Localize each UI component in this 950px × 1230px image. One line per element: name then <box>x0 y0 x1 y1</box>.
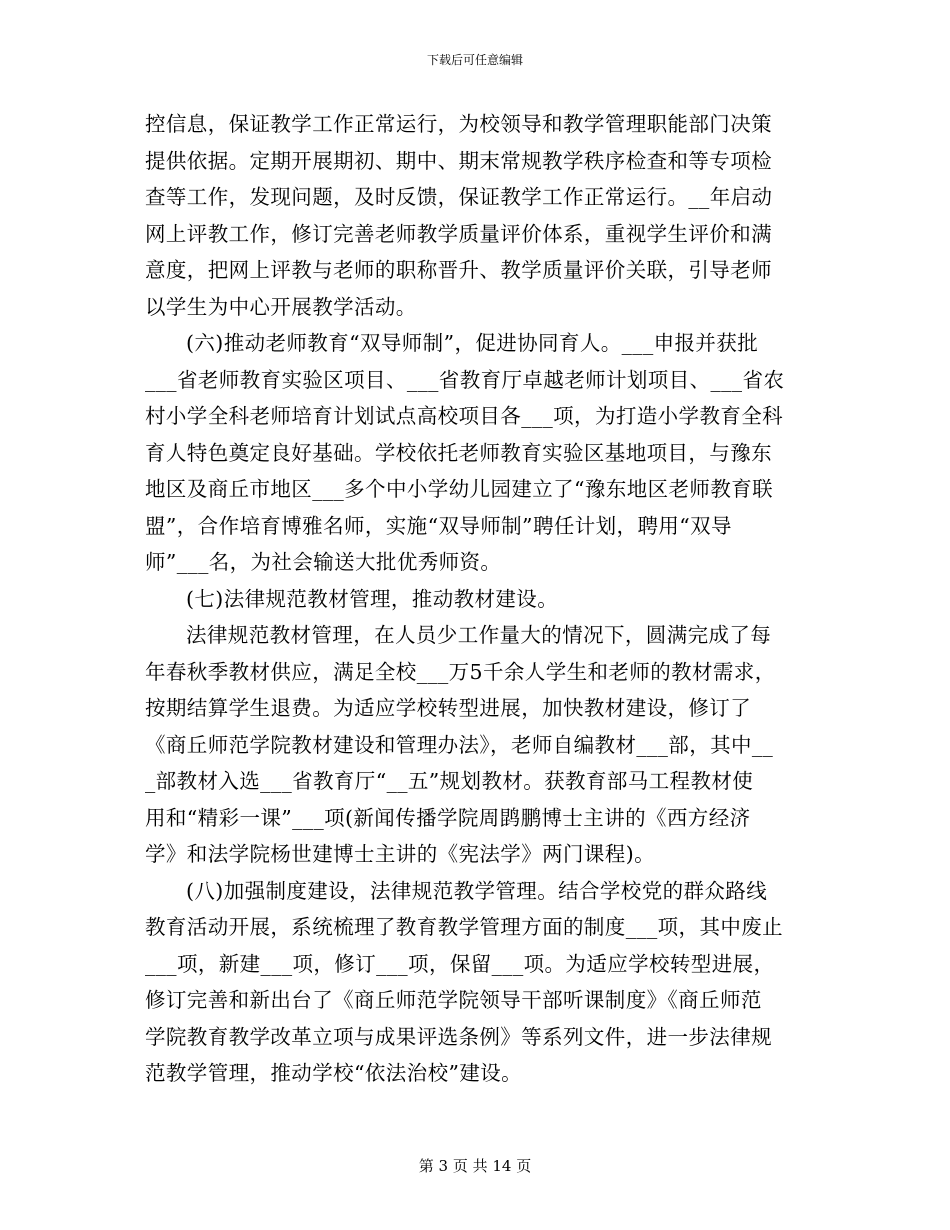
body-line: 《商丘师范学院教材建设和管理办法》，老师自编教材___部，其中__ <box>145 732 774 757</box>
body-line: 地区及商丘市地区___多个中小学幼儿园建立了“豫东地区老师教育联 <box>145 477 774 501</box>
body-line: 村小学全科老师培育计划试点高校项目各___项，为打造小学教育全科 <box>145 404 784 428</box>
page-header: 下载后可任意编辑 <box>426 53 523 67</box>
body-line: ___省老师教育实验区项目、___省教育厅卓越老师计划项目、___省农 <box>145 367 785 392</box>
section-heading-8: (八)加强制度建设，法律规范教学管理。结合学校党的群众路线 <box>186 878 768 903</box>
section-heading-6: (六)推动老师教育“双导师制”，促进协同育人。___申报并获批 <box>186 331 759 355</box>
paragraph-start: 法律规范教材管理，在人员少工作量大的情况下，圆满完成了每 <box>186 623 772 647</box>
body-line: 教育活动开展，系统梳理了教育教学管理方面的制度___项，其中废止 <box>145 915 784 939</box>
section-heading-7: (七)法律规范教材管理，推动教材建设。 <box>186 586 559 611</box>
body-line: 控信息，保证教学工作正常运行，为校领导和教学管理职能部门决策 <box>145 112 772 136</box>
body-line: 修订完善和新出台了《商丘师范学院领导干部听课制度》《商丘师范 <box>145 988 762 1012</box>
body-line: 查等工作，发现问题，及时反馈，保证教学工作正常运行。__年启动 <box>145 185 773 209</box>
body-line: 按期结算学生退费。为适应学校转型进展，加快教材建设，修订了 <box>145 696 752 720</box>
page-number: 第 3 页 共 14 页 <box>418 1157 532 1175</box>
body-line: 年春秋季教材供应，满足全校___万5千余人学生和老师的教材需求， <box>145 659 776 684</box>
body-line: 意度，把网上评教与老师的职称晋升、教学质量评价关联，引导老师 <box>145 258 772 282</box>
body-line: 学院教育教学改革立项与成果评选条例》等系列文件，进一步法律规 <box>145 1024 772 1049</box>
document-body <box>145 106 805 1092</box>
body-line: _部教材入选___省教育厅“__五”规划教材。获教育部马工程教材使 <box>145 769 754 793</box>
body-line: 网上评教工作，修订完善老师教学质量评价体系，重视学生评价和满 <box>145 221 772 246</box>
body-line: ___项，新建___项，修订___项，保留___项。为适应学校转型进展， <box>145 951 775 976</box>
body-line: 范教学管理，推动学校“依法治校”建设。 <box>145 1061 523 1085</box>
body-line: 学》和法学院杨世建博士主讲的《宪法学》两门课程)。 <box>145 842 655 866</box>
body-line: 盟”，合作培育博雅名师，实施“双导师制”聘任计划，聘用“双导 <box>145 513 732 538</box>
body-line: 育人特色奠定良好基础。学校依托老师教育实验区基地项目，与豫东 <box>145 440 772 465</box>
body-line: 用和“精彩一课”___项(新闻传播学院周鹍鹏博士主讲的《西方经济 <box>145 805 751 830</box>
body-line: 以学生为中心开展教学活动。 <box>145 294 417 319</box>
body-line: 师”___名，为社会输送大批优秀师资。 <box>145 550 502 574</box>
body-line: 提供依据。定期开展期初、期中、期末常规教学秩序检查和等专项检 <box>145 148 772 173</box>
